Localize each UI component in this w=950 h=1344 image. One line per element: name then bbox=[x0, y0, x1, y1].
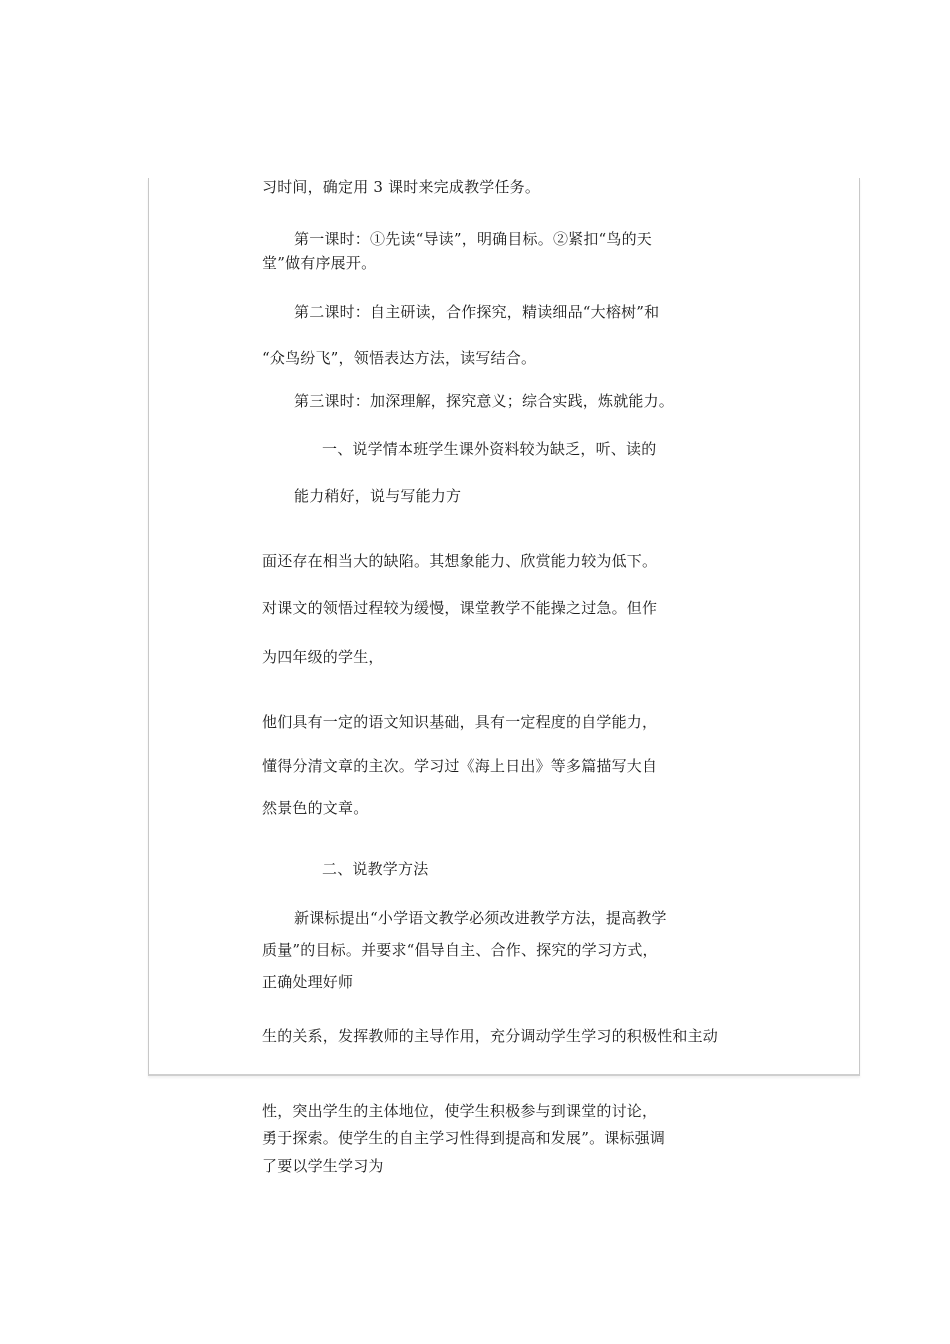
text-line: 生的关系，发挥教师的主导作用，充分调动学生学习的积极性和主动 bbox=[262, 1027, 719, 1045]
text-line: 性，突出学生的主体地位，使学生积极参与到课堂的讨论， bbox=[262, 1102, 658, 1120]
text-line: 勇于探索。使学生的自主学习性得到提高和发展”。课标强调 bbox=[262, 1129, 666, 1147]
text-line: 然景色的文章。 bbox=[262, 799, 369, 817]
text-line: 习时间，确定用 3 课时来完成教学任务。 bbox=[262, 178, 541, 196]
text-line: 他们具有一定的语文知识基础，具有一定程度的自学能力， bbox=[262, 713, 658, 731]
text-line: 懂得分清文章的主次。学习过《海上日出》等多篇描写大自 bbox=[262, 757, 658, 775]
section-heading: 二、说教学方法 bbox=[322, 860, 429, 878]
text-line: 堂”做有序展开。 bbox=[262, 254, 377, 272]
text-line: 了要以学生学习为 bbox=[262, 1157, 384, 1175]
text-line: 能力稍好，说与写能力方 bbox=[294, 487, 462, 505]
text-line: “众鸟纷飞”，领悟表达方法，读写结合。 bbox=[262, 349, 537, 367]
text-line: 正确处理好师 bbox=[262, 973, 354, 991]
text-line: 第三课时：加深理解，探究意义；综合实践，炼就能力。 bbox=[294, 392, 675, 410]
text-line: 质量”的目标。并要求“倡导自主、合作、探究的学习方式， bbox=[262, 941, 658, 959]
text-line: 第二课时：自主研读，合作探究，精读细品“大榕树”和 bbox=[294, 303, 660, 321]
text-line: 第一课时：①先读“导读”，明确目标。②紧扣“鸟的天 bbox=[294, 230, 653, 248]
text-line: 面还存在相当大的缺陷。其想象能力、欣赏能力较为低下。 bbox=[262, 552, 658, 570]
text-line: 新课标提出“小学语文教学必须改进教学方法，提高教学 bbox=[294, 909, 667, 927]
text-line: 对课文的领悟过程较为缓慢，课堂教学不能操之过急。但作 bbox=[262, 599, 658, 617]
section-heading: 一、说学情本班学生课外资料较为缺乏，听、读的 bbox=[322, 440, 657, 458]
text-line: 为四年级的学生， bbox=[262, 648, 384, 666]
